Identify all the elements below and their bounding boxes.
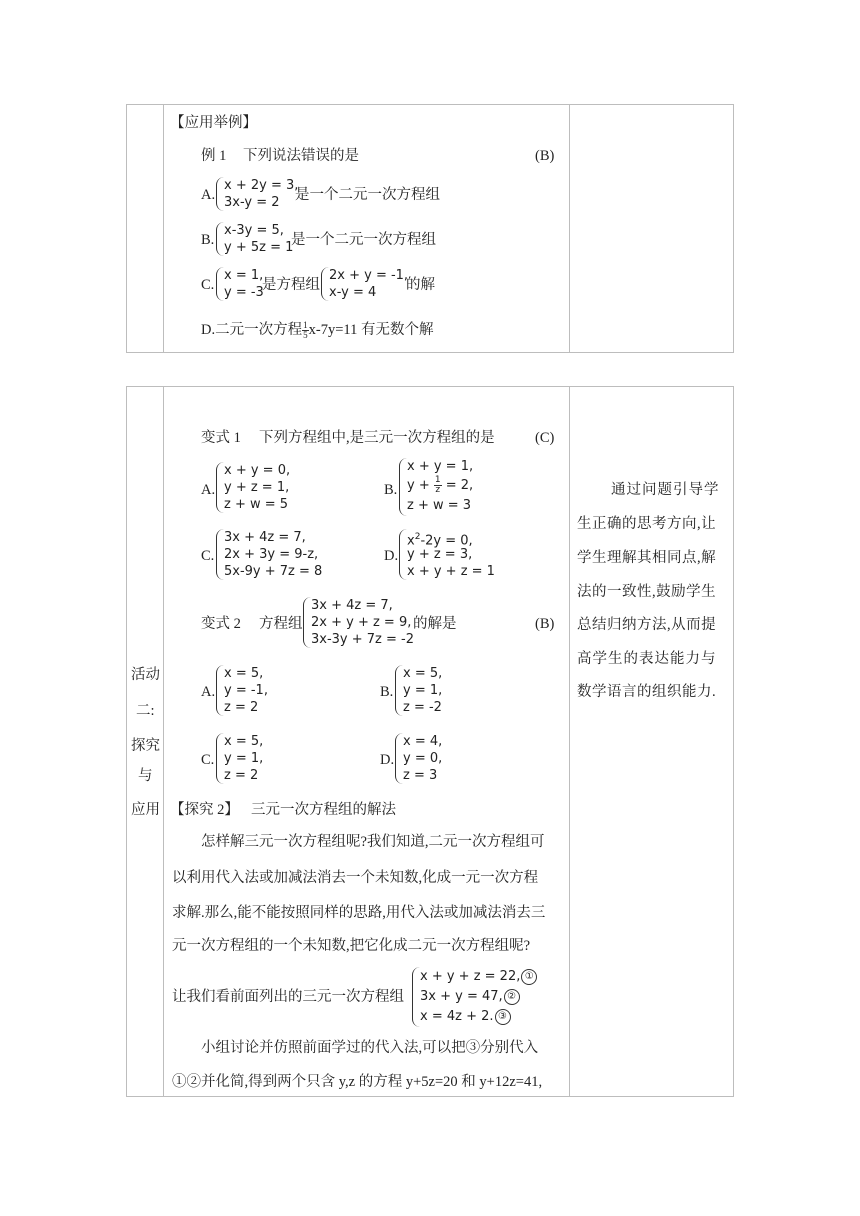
equation: z = 2 <box>224 700 259 715</box>
column-divider <box>163 387 164 1096</box>
variant2-question-pre: 方程组 <box>259 616 303 632</box>
example-answer: (B) <box>535 148 555 164</box>
v2-option-c-system <box>216 733 276 784</box>
teaching-note-line: 生正确的思考方向,让 <box>577 516 717 532</box>
option-c-suffix: 的解 <box>406 277 435 293</box>
variant2-question-post: 的解是 <box>413 616 457 632</box>
main-system <box>412 967 532 1027</box>
equation: x = 5, <box>224 734 264 749</box>
fraction-numerator: 1 <box>303 320 308 331</box>
equation <box>420 1007 537 1027</box>
equation: y = 0, <box>403 751 443 766</box>
equation-part: -2y = 0, <box>420 533 473 549</box>
fraction-denominator: z <box>435 485 441 495</box>
equation: 5x-9y + 7z = 8 <box>224 564 323 579</box>
v1-option-a-prefix: A. <box>201 482 216 498</box>
equation: 2x + y + z = 9, <box>311 615 412 630</box>
variant1-label: 变式 1 <box>201 430 241 446</box>
equation: y + z = 1, <box>224 480 290 495</box>
column-divider <box>163 105 164 352</box>
equation: 3x-y = 2 <box>224 195 280 210</box>
v2-option-d-prefix: D. <box>380 752 395 768</box>
option-d-prefix: D.二元一次方程 <box>201 322 303 338</box>
option-c-system <box>321 267 409 301</box>
equation: 3x + 4z = 7, <box>224 530 306 545</box>
option-b-prefix: B. <box>201 232 215 248</box>
variant2-answer: (B) <box>535 616 555 632</box>
v2-option-a-prefix: A. <box>201 684 216 700</box>
equation: x = 5, <box>403 666 443 681</box>
equation-part: = 2, <box>441 478 474 493</box>
fraction-numerator: 1 <box>434 475 441 485</box>
v1-option-a-system <box>216 462 296 513</box>
v1-option-c-system <box>216 529 326 580</box>
option-c-mid: 是方程组 <box>262 277 320 293</box>
equation: x = 4, <box>403 734 443 749</box>
exponent: 2 <box>414 532 421 542</box>
fraction-denominator: 5 <box>303 330 308 341</box>
equation: y = -1, <box>224 683 268 698</box>
teaching-note-line: 数学语言的组织能力. <box>577 684 717 700</box>
paragraph-line: 以利用代入法或加减法消去一个未知数,化成一元一次方程 <box>172 870 539 886</box>
v1-option-b-prefix: B. <box>384 482 398 498</box>
equation: z + w = 3 <box>407 498 472 513</box>
equation <box>420 967 537 987</box>
teaching-note-line: 学生理解其相同点,解 <box>577 550 717 566</box>
activity-label: 活动 <box>131 667 160 683</box>
equation: x + y = 0, <box>224 463 291 478</box>
v2-option-b-prefix: B. <box>380 684 394 700</box>
equation: y + z = 3, <box>407 547 473 562</box>
activity-label: 二: <box>136 703 155 719</box>
equation: x + 2y = 3, <box>224 178 299 193</box>
equation: y = 1, <box>403 683 443 698</box>
equation-text: x + y + z = 22, <box>420 969 521 984</box>
activity-label: 探究 <box>131 738 160 754</box>
equation <box>407 529 495 549</box>
activity-label: 应用 <box>131 802 160 818</box>
equation-part: x <box>407 533 415 549</box>
option-d <box>201 321 433 340</box>
paragraph-line: 求解.那么,能不能按照同样的思路,用代入法或加减法消去三 <box>172 905 546 921</box>
v2-option-d-system <box>395 733 455 784</box>
equation: x = 5, <box>224 666 264 681</box>
paragraph-line: ①②并化简,得到两个只含 y,z 的方程 y+5z=20 和 y+12z=41, <box>172 1074 543 1090</box>
example-label: 例 1 <box>201 148 227 164</box>
circled-number: ② <box>504 989 520 1005</box>
equation: 2x + y = -1, <box>329 268 409 283</box>
teaching-note-line: 高学生的表达能力与 <box>577 651 717 667</box>
equation: z = 2 <box>224 768 259 783</box>
equation: x + y + z = 1 <box>407 564 495 579</box>
paragraph-line: 元一次方程组的一个未知数,把它化成二元一次方程组呢? <box>172 938 531 954</box>
option-d-suffix: x-7y=11 有无数个解 <box>308 322 434 338</box>
circled-number: ③ <box>495 1009 511 1025</box>
option-a-prefix: A. <box>201 187 216 203</box>
equation: 3x-3y + 7z = -2 <box>311 632 414 647</box>
equation: y = -3 <box>224 285 264 300</box>
option-a-system <box>216 177 299 211</box>
option-a-suffix: 是一个二元一次方程组 <box>295 187 440 203</box>
activity-label: 与 <box>138 768 153 784</box>
variant1-question: 下列方程组中,是三元一次方程组的是 <box>259 430 495 446</box>
paragraph-line: 小组讨论并仿照前面学过的代入法,可以把③分别代入 <box>201 1040 539 1056</box>
equation <box>407 475 473 497</box>
equation: z = 3 <box>403 768 438 783</box>
v1-option-d-system <box>399 529 499 580</box>
option-c-solution <box>216 267 264 301</box>
option-b-system <box>216 222 296 256</box>
equation: z = -2 <box>403 700 442 715</box>
teaching-note-line: 法的一致性,鼓励学生 <box>577 584 717 600</box>
equation: z + w = 5 <box>224 497 289 512</box>
system-intro: 让我们看前面列出的三元一次方程组 <box>172 989 404 1005</box>
equation: x-3y = 5, <box>224 223 284 238</box>
equation: x = 1, <box>224 268 264 283</box>
paragraph-line: 怎样解三元一次方程组呢?我们知道,二元一次方程组可 <box>201 834 545 850</box>
v1-option-d-prefix: D. <box>384 548 399 564</box>
explore2-subtitle: 三元一次方程组的解法 <box>251 802 396 818</box>
equation: y = 1, <box>224 751 264 766</box>
variant2-label: 变式 2 <box>201 616 241 632</box>
variant1-answer: (C) <box>535 430 555 446</box>
option-b-suffix: 是一个二元一次方程组 <box>291 232 436 248</box>
explore2-title: 【探究 2】 <box>170 802 239 818</box>
equation: 2x + 3y = 9-z, <box>224 547 319 562</box>
v2-option-a-system <box>216 665 276 716</box>
option-c-prefix: C. <box>201 277 215 293</box>
column-divider <box>569 387 570 1096</box>
example-question: 下列说法错误的是 <box>243 148 359 164</box>
fraction <box>434 476 442 495</box>
v1-option-c-prefix: C. <box>201 548 215 564</box>
v2-option-c-prefix: C. <box>201 752 215 768</box>
v1-option-b-system <box>399 458 479 516</box>
equation: x-y = 4 <box>329 285 377 300</box>
equation-text: 3x + y = 47, <box>420 989 503 1004</box>
v2-option-b-system <box>395 665 455 716</box>
column-divider <box>569 105 570 352</box>
section-title: 【应用举例】 <box>170 115 257 131</box>
equation: y + 5z = 1 <box>224 240 294 255</box>
equation <box>420 987 537 1007</box>
equation-part: y + <box>407 478 434 493</box>
circled-number: ① <box>521 969 537 985</box>
teaching-note-line: 总结归纳方法,从而提 <box>577 617 717 633</box>
equation: x + y = 1, <box>407 459 474 474</box>
equation: 3x + 4z = 7, <box>311 598 393 613</box>
equation-text: x = 4z + 2. <box>420 1009 494 1024</box>
teaching-note-line: 通过问题引导学 <box>611 482 720 498</box>
